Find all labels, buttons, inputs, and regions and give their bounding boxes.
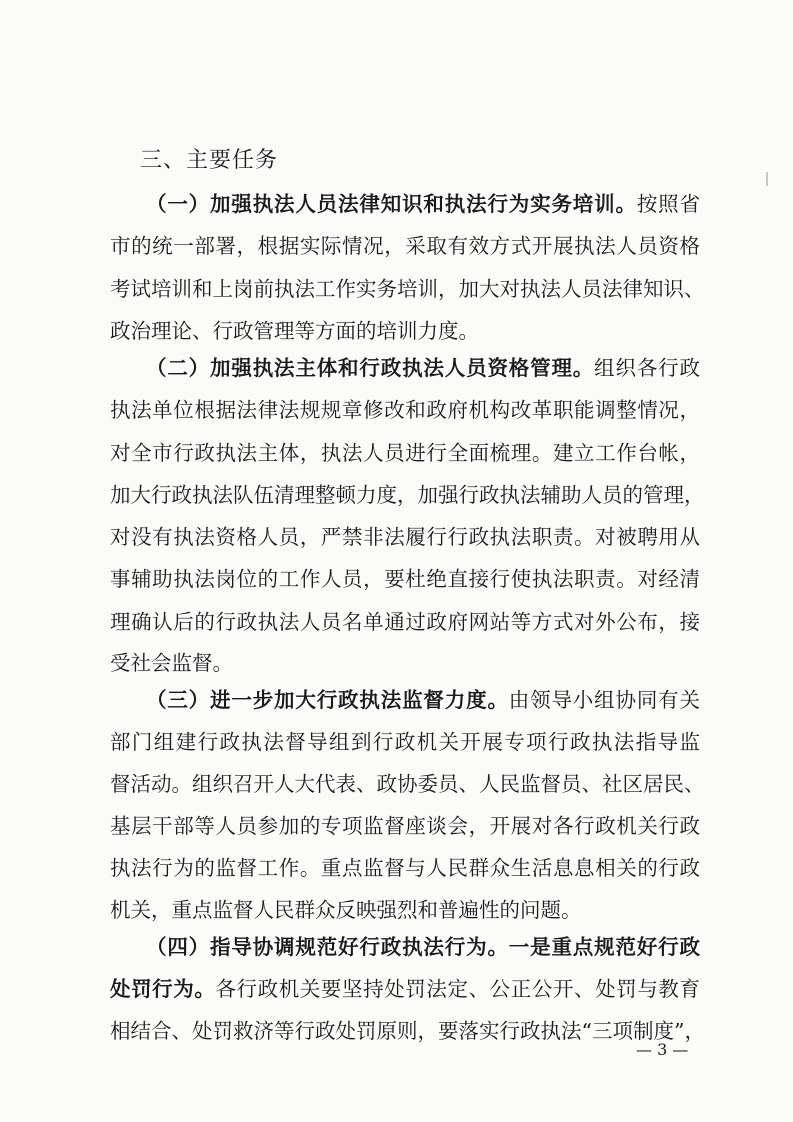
paragraph-3-line	[110, 893, 700, 927]
paragraph-text: 由领导小组协同有关	[508, 688, 701, 712]
paragraph-text: 各行政机关要坚持处罚法定、公正公开、处罚与教育	[215, 977, 701, 1001]
paragraph-4-line	[110, 972, 700, 1006]
paragraph-1-line	[110, 272, 705, 306]
paragraph-text: 组织各行政	[594, 356, 701, 380]
paragraph-lead-bold: （三）进一步加大行政执法监督力度。	[146, 688, 509, 712]
paragraph-3-line	[110, 767, 705, 801]
paragraph-1-line	[110, 229, 700, 263]
paragraph-text: 受社会监督。	[110, 651, 233, 675]
paragraph-text: 市的统一部署，根据实际情况，采取有效方式开展执法人员资格	[110, 234, 700, 258]
paragraph-1-line	[110, 314, 700, 348]
paragraph-text: 相结合、处罚救济等行政处罚原则，要落实行政执法“三项制度”，	[110, 1019, 705, 1043]
paragraph-lead-bold: （一）加强执法人员法律知识和执法行为实务培训。	[146, 192, 637, 216]
paragraph-4-line	[146, 930, 700, 964]
scan-artifact-mark	[766, 172, 768, 186]
paragraph-2-line	[110, 436, 700, 470]
paragraph-3-line	[110, 725, 700, 759]
paragraph-2-line	[110, 393, 700, 427]
paragraph-3-line	[146, 683, 700, 717]
section-heading: 三、主要任务	[140, 148, 279, 173]
paragraph-lead-bold: 处罚行为。	[110, 977, 216, 1001]
paragraph-text: 对没有执法资格人员，严禁非法履行行政执法职责。对被聘用从	[110, 525, 700, 549]
paragraph-text: 理确认后的行政执法人员名单通过政府网站等方式对外公布，接	[110, 610, 700, 634]
paragraph-2-line	[110, 520, 700, 554]
paragraph-2-line	[110, 562, 700, 596]
paragraph-lead-bold: （四）指导协调规范好行政执法行为。一是重点规范好行政	[146, 935, 700, 959]
paragraph-2-line	[110, 478, 705, 512]
paragraph-text: 督活动。组织召开人大代表、政协委员、人民监督员、社区居民、	[110, 772, 705, 796]
paragraph-3-line	[110, 809, 700, 843]
paragraph-2-line	[146, 351, 700, 385]
paragraph-2-line	[110, 605, 700, 639]
paragraph-text: 基层干部等人员参加的专项监督座谈会，开展对各行政机关行政	[110, 814, 700, 838]
paragraph-text: 执法单位根据法律法规规章修改和政府机构改革职能调整情况，	[110, 398, 700, 422]
paragraph-text: 事辅助执法岗位的工作人员，要杜绝直接行使执法职责。对经清	[110, 567, 700, 591]
paragraph-3-line	[110, 851, 700, 885]
paragraph-2-line	[110, 646, 700, 680]
paragraph-1-line	[146, 187, 700, 221]
page-number: — 3 —	[636, 1040, 689, 1059]
paragraph-text: 按照省	[636, 192, 701, 216]
paragraph-4-line	[110, 1014, 705, 1048]
paragraph-text: 政治理论、行政管理等方面的培训力度。	[110, 319, 479, 343]
paragraph-lead-bold: （二）加强执法主体和行政执法人员资格管理。	[146, 356, 595, 380]
paragraph-text: 加大行政执法队伍清理整顿力度，加强行政执法辅助人员的管理，	[110, 483, 705, 507]
paragraph-text: 机关，重点监督人民群众反映强烈和普遍性的问题。	[110, 898, 582, 922]
paragraph-text: 考试培训和上岗前执法工作实务培训，加大对执法人员法律知识、	[110, 277, 705, 301]
paragraph-text: 对全市行政执法主体，执法人员进行全面梳理。建立工作台帐，	[110, 441, 700, 465]
paragraph-text: 执法行为的监督工作。重点监督与人民群众生活息息相关的行政	[110, 856, 700, 880]
paragraph-text: 部门组建行政执法督导组到行政机关开展专项行政执法指导监	[110, 730, 700, 754]
